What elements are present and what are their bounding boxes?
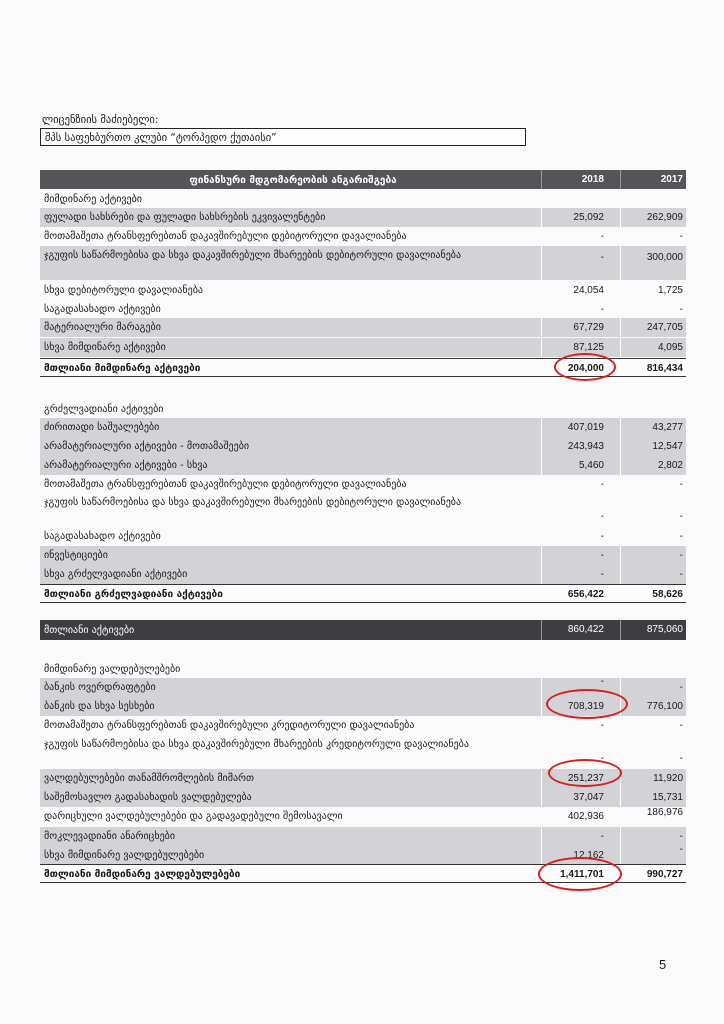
table-row	[40, 493, 686, 527]
value-2017: -	[679, 479, 683, 490]
total-label: მთლიანი მიმდინარე ვალდებულებები	[44, 869, 241, 880]
row-label: სხვა დებიტორული დავალიანება	[44, 285, 203, 296]
value-2018: -	[600, 531, 604, 542]
total-assets-2017: 875,060	[646, 624, 683, 635]
value-2018: -	[600, 550, 604, 561]
table-row	[40, 527, 686, 546]
red-circle-annotation	[546, 689, 628, 719]
table-row	[40, 807, 686, 826]
value-2017: -	[679, 682, 683, 693]
table-row	[40, 456, 686, 475]
value-2018: -	[600, 569, 604, 580]
table-row	[40, 565, 686, 584]
value-2018: 25,092	[573, 212, 604, 223]
total-assets-2018: 860,422	[567, 624, 604, 635]
table-row	[40, 208, 686, 227]
value-2018: 37,047	[573, 792, 604, 803]
row-label: ძირითადი საშუალებები	[44, 422, 160, 433]
value-2018: -	[600, 676, 604, 687]
row-label: სხვა გრძელვადიანი აქტივები	[44, 569, 188, 580]
value-2017: -	[679, 231, 683, 242]
row-label: საშემოსავლო გადასახადის ვალდებულება	[44, 792, 252, 803]
value-2018: -	[600, 479, 604, 490]
row-label: არამატერიალური აქტივები - მოთამაშეები	[44, 441, 250, 452]
value-2018: 12,162	[573, 850, 604, 861]
value-2018: 708,319	[567, 701, 604, 712]
value-2017: 186,976	[646, 807, 683, 818]
row-label: ვალდებულებები თანამშრომლების მიმართ	[44, 773, 254, 784]
value-2018: 243,943	[567, 441, 604, 452]
total-value-2018: 656,422	[567, 589, 604, 600]
row-label: ინვესტიციები	[44, 550, 108, 561]
value-2017: 262,909	[646, 212, 683, 223]
value-2018: 87,125	[573, 342, 604, 353]
section-heading: გრძელვადიანი აქტივები	[44, 404, 164, 415]
value-2018: -	[600, 231, 604, 242]
value-2018: 24,054	[573, 285, 604, 296]
table-row	[40, 475, 686, 494]
value-2017: 300,000	[646, 252, 683, 263]
value-2017: 247,705	[646, 322, 683, 333]
total-assets-label: მთლიანი აქტივები	[44, 625, 135, 636]
row-label: მოთამაშეთა ტრანსფერებთან დაკავშირებული კრედიტორული დავალიანება	[44, 720, 415, 731]
noncurrent-assets-heading-row	[40, 400, 686, 419]
row-label: მოთამაშეთა ტრანსფერებთან დაკავშირებული დებიტორული დავალიანება	[44, 479, 407, 490]
value-2017: -	[679, 753, 683, 764]
row-label: არამატერიალური აქტივები - სხვა	[44, 460, 208, 471]
total-value-2017: 816,434	[646, 363, 683, 374]
table-row	[40, 300, 686, 319]
row-label: ჯგუფის საწარმოებისა და სხვა დაკავშირებული მხარეების დებიტორული დავალიანება	[44, 250, 462, 261]
table-row	[40, 437, 686, 456]
licensee-name-box: შპს საფეხბურთო კლუბი “ტორპედო ქუთაისი”	[40, 128, 526, 146]
row-label: მოთამაშეთა ტრანსფერებთან დაკავშირებული დებიტორული დავალიანება	[44, 231, 407, 242]
value-2017: 776,100	[646, 701, 683, 712]
red-circle-annotation	[554, 353, 616, 381]
value-2017: -	[679, 511, 683, 522]
value-2017: -	[679, 550, 683, 561]
red-circle-annotation	[548, 759, 622, 787]
total-value-2018: 204,000	[567, 363, 604, 374]
value-2017: -	[679, 720, 683, 731]
value-2018: 5,460	[578, 460, 604, 471]
total-value-2017: 58,626	[652, 589, 683, 600]
table-row	[40, 281, 686, 300]
value-2018: -	[600, 511, 604, 522]
table-row	[40, 318, 686, 337]
total-value-2018: 1,411,701	[560, 869, 604, 880]
table-row	[40, 227, 686, 246]
value-2018: -	[600, 753, 604, 764]
total-noncurrent-assets-row	[40, 584, 686, 603]
row-label: საგადასახადო აქტივები	[44, 531, 161, 542]
value-2017: 1,725	[657, 285, 683, 296]
page-number: 5	[659, 957, 667, 972]
current-assets-heading-row	[40, 190, 686, 209]
statement-title: ფინანსური მდგომარეობის ანგარიშგება	[189, 175, 397, 186]
value-2017: 4,095	[657, 342, 683, 353]
value-2018: 407,019	[567, 422, 604, 433]
row-label: ჯგუფის საწარმოებისა და სხვა დაკავშირებული მხარეების კრედიტორული დავალიანება	[44, 739, 469, 750]
section-heading: მიმდინარე აქტივები	[44, 194, 142, 205]
statement-header-row	[40, 170, 686, 189]
row-label: ჯგუფის საწარმოებისა და სხვა დაკავშირებული მხარეების დებიტორული დავალიანება	[44, 497, 462, 508]
value-2017: 43,277	[652, 422, 683, 433]
total-label: მთლიანი მიმდინარე აქტივები	[44, 363, 201, 374]
row-label: ბანკის და სხვა სესხები	[44, 701, 155, 712]
value-2018: -	[600, 304, 604, 315]
value-2018: 67,729	[573, 322, 604, 333]
value-2017: 2,802	[657, 460, 683, 471]
row-label: ფულადი სახსრები და ფულადი სახსრების ეკვივალენტები	[44, 212, 326, 223]
value-2017: -	[679, 531, 683, 542]
table-row	[40, 418, 686, 437]
value-2018: 251,237	[567, 773, 604, 784]
value-2017: -	[679, 831, 683, 842]
value-2018: -	[600, 720, 604, 731]
value-2017: 15,731	[652, 792, 683, 803]
row-label: სხვა მიმდინარე აქტივები	[44, 342, 166, 353]
row-label: დარიცხული ვალდებულებები და გადავადებული შემოსავალი	[44, 811, 343, 822]
year-2018-header: 2018	[581, 174, 604, 185]
row-label: სხვა მიმდინარე ვალდებულებები	[44, 850, 205, 861]
total-value-2017: 990,727	[646, 869, 683, 880]
value-2017: -	[679, 569, 683, 580]
red-circle-annotation	[538, 857, 622, 891]
table-row	[40, 546, 686, 565]
value-2017: 12,547	[652, 441, 683, 452]
total-label: მთლიანი გრძელვადიანი აქტივები	[44, 589, 223, 600]
row-label: მატერიალური მარაგები	[44, 322, 161, 333]
table-row	[40, 246, 686, 280]
total-assets-row	[40, 620, 686, 640]
value-2018: -	[600, 252, 604, 263]
value-2017: -	[679, 844, 683, 855]
row-label: მოკლევადიანი ანარიცხები	[44, 831, 176, 842]
row-label: ბანკის ოვერდრაფტები	[44, 682, 156, 693]
licensee-label: ლიცენზიის მაძიებელი:	[42, 114, 159, 126]
section-heading: მიმდინარე ვალდებულებები	[44, 664, 181, 675]
value-2018: -	[600, 831, 604, 842]
row-label: საგადასახადო აქტივები	[44, 304, 161, 315]
year-2017-header: 2017	[660, 174, 683, 185]
value-2017: 11,920	[653, 773, 683, 784]
value-2017: -	[679, 304, 683, 315]
value-2018: 402,936	[567, 811, 604, 822]
